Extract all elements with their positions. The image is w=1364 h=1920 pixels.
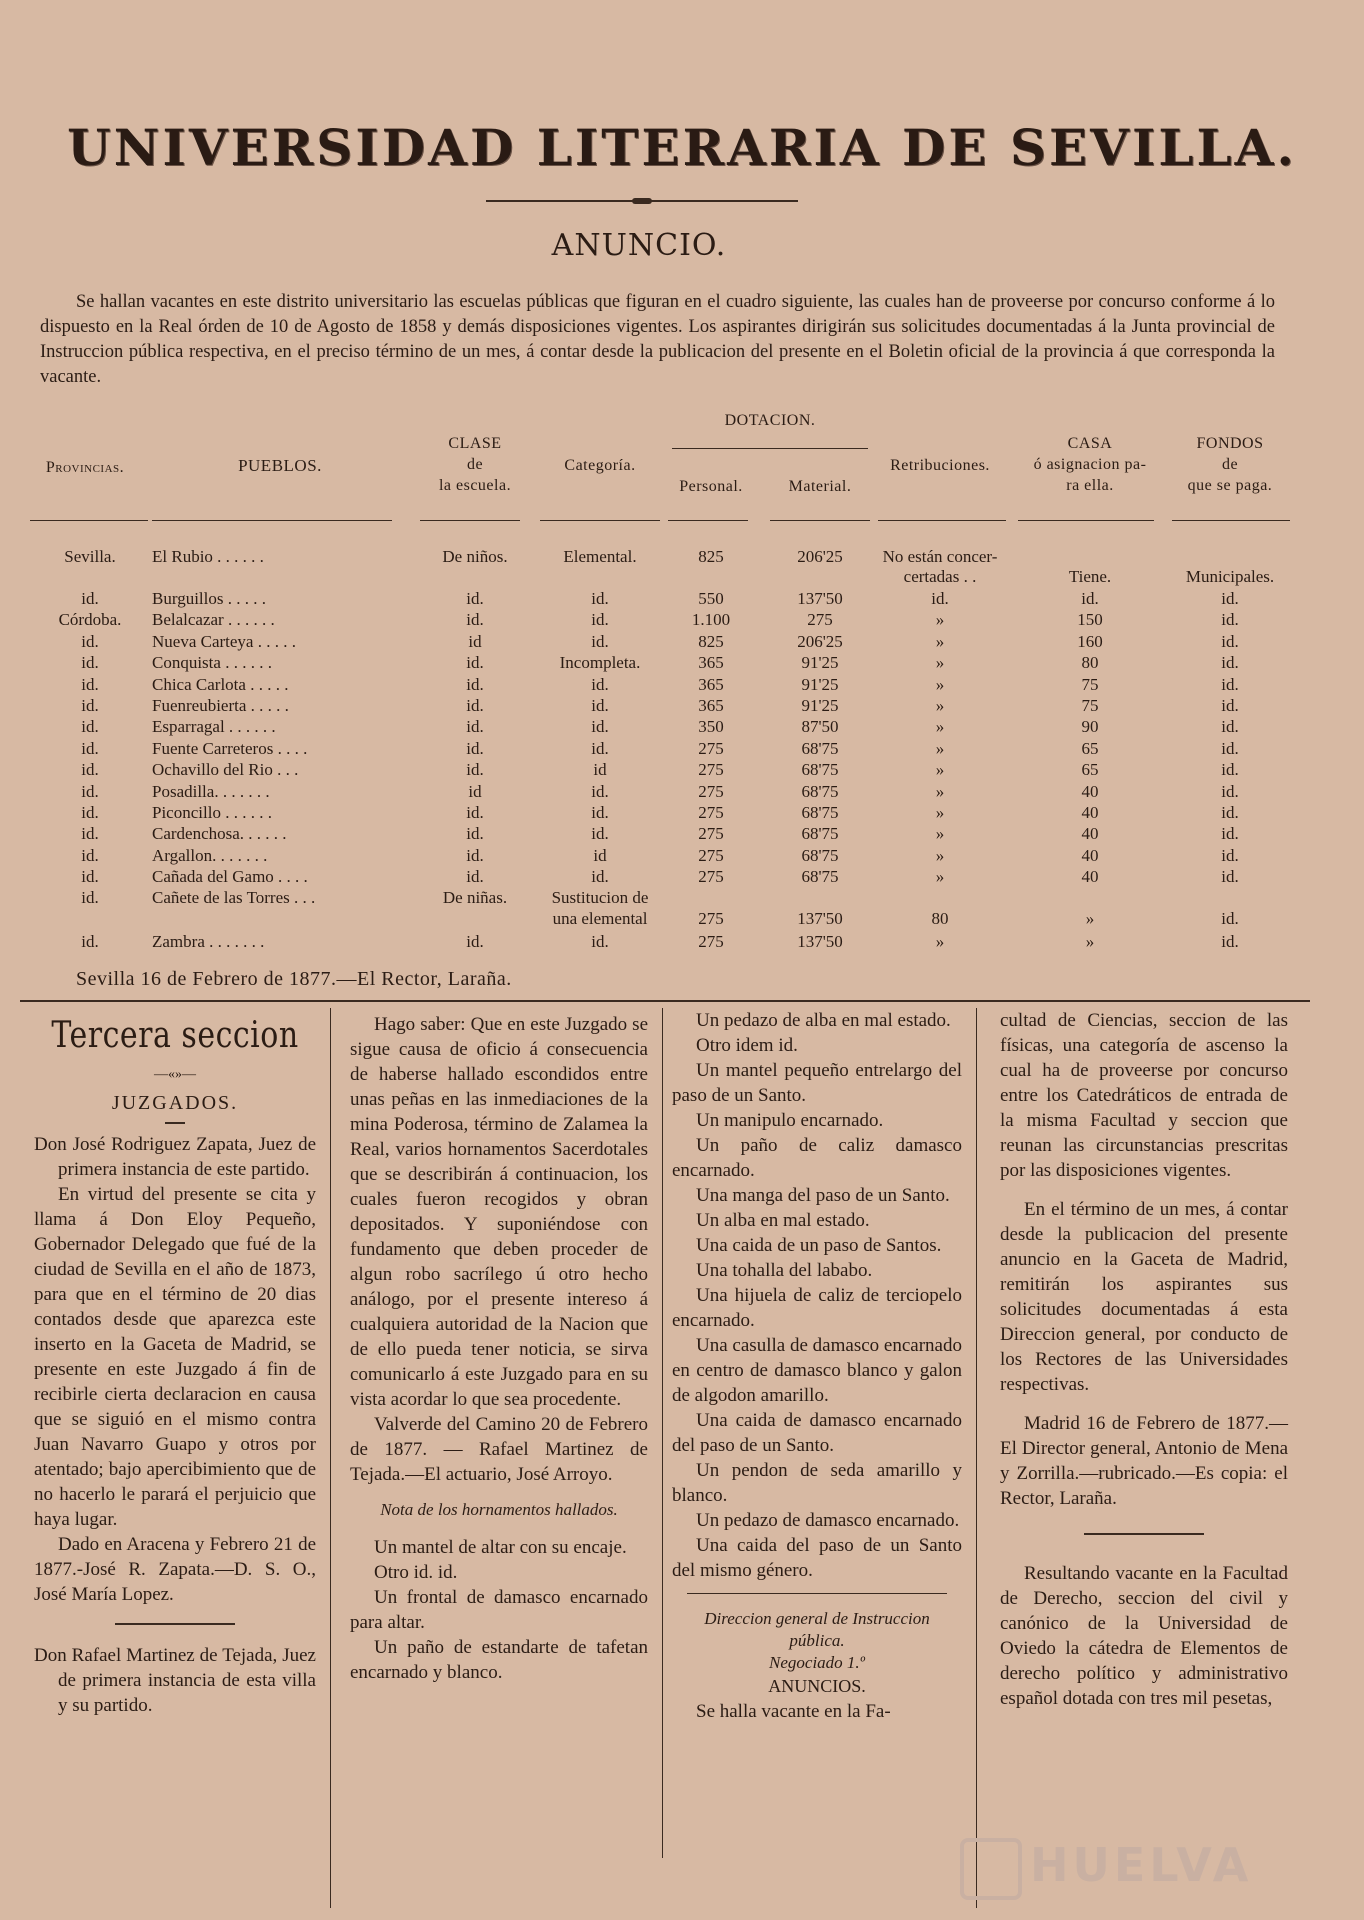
header-underline (1172, 520, 1290, 521)
anuncio-title: ANUNCIO. (551, 228, 727, 263)
cell-casa: 80 (1081, 653, 1099, 673)
cell-fondos: id. (1221, 824, 1239, 844)
header-fondos-line2: de (1221, 456, 1239, 473)
separator (687, 1593, 947, 1594)
cell-provincia: id. (81, 867, 99, 887)
cell-personal: 825 (698, 631, 724, 651)
dotacion-rule (672, 448, 868, 449)
cell-casa: » (1085, 932, 1095, 951)
paragraph: En virtud del presente se cita y llama á Don Eloy Pequeño, Gobernador Delegado que fué de la ciudad de Sevilla en el año de 1873, para que en el término de 20 dias contados desde que aparezca este inserto en la Gaceta de Madrid, se presente en este Juzgado á fin de recibirle cierta declaracion en causa que se siguió en el mismo contra Juan Navarro Guapo y otros por atentado; bajo apercibimiento que de no hacerlo le parará el perjuicio que haya lugar. (34, 1184, 316, 1530)
cell-personal: 275 (698, 909, 724, 928)
cell-clase: id. (466, 653, 484, 673)
cell-clase: id. (466, 932, 484, 951)
header-underline (668, 520, 748, 521)
cell-clase: id. (466, 803, 484, 822)
cell-clase: De niños. (442, 547, 508, 566)
cell-fondos: id. (1221, 631, 1239, 651)
column-rule (662, 1008, 663, 1858)
cell-personal: 1.100 (691, 610, 731, 630)
header-clase (420, 433, 530, 496)
header-casa-line1: CASA (1067, 435, 1113, 452)
cell-material: 91'25 (801, 674, 839, 694)
cell-fondos: Municipales. (1185, 567, 1275, 586)
cell-fondos: id. (1221, 867, 1239, 887)
cell-personal: 275 (698, 932, 724, 951)
column-1 (34, 1012, 316, 1718)
column-3 (672, 1008, 962, 1724)
cell-provincia: id. (81, 717, 99, 737)
cell-personal: 365 (698, 696, 724, 715)
cell-categoria: id. (591, 932, 609, 951)
table-row (0, 547, 1364, 569)
header-fondos (1165, 433, 1295, 496)
cell-personal: 275 (698, 738, 724, 758)
cell-provincia: Sevilla. (64, 547, 116, 566)
header-fondos-line3: que se paga. (1187, 477, 1273, 494)
cell-provincia: id. (81, 674, 99, 694)
header-casa-line3: ra ella. (1066, 477, 1114, 494)
column-4 (1000, 1008, 1288, 1711)
list-item: Una caida del paso de un Santo del mismo género. (672, 1535, 962, 1581)
cell-retribuciones: » (935, 653, 945, 673)
cell-personal: 275 (698, 824, 724, 844)
table-row (0, 739, 1364, 761)
cell-fondos: id. (1221, 717, 1239, 737)
cell-clase: id. (466, 674, 484, 694)
cell-pueblo: Zambra . . . . . . . (152, 932, 265, 951)
paragraph: Hago saber: Que en este Juzgado se sigue causa de oficio á consecuencia de haberse hallado escondidos entre unas peñas en las inmediaciones de la mina Poderosa, término de Zalamea la Real, varios hornamentos Sacerdotales que se describirán á continuacion, los cuales fueron recogidos y obran depositados. Y suponiéndose con fundamento que deben proceder de algun robo sacrílego ú otro hecho análogo, por el presente intereso á cualquiera autoridad de la Nacion que de ello pueda tener noticia, se sirva comunicarlo á este Juzgado para en su vista acordar lo que sea procedente. (350, 1014, 648, 1410)
table-row (0, 782, 1364, 804)
cell-clase: id. (466, 845, 484, 865)
header-dotacion: DOTACION. (724, 412, 816, 429)
cell-casa: Tiene. (1068, 567, 1112, 586)
list-item: Un mantel pequeño entrelargo del paso de un Santo. (672, 1060, 962, 1106)
cell-casa: id. (1081, 589, 1099, 608)
cell-provincia: id. (81, 760, 99, 780)
cell-material: 68'75 (801, 760, 839, 780)
cell-provincia: id. (81, 824, 99, 844)
cell-fondos: id. (1221, 738, 1239, 758)
cell-categoria: Elemental. (563, 547, 637, 566)
cell-material: 275 (807, 610, 833, 630)
list-item: Un pendon de seda amarillo y blanco. (672, 1460, 962, 1506)
cell-retribuciones: No están concer- (882, 547, 998, 566)
cell-pueblo: Belalcazar . . . . . . (152, 610, 275, 630)
cell-pueblo: Esparragal . . . . . . (152, 717, 276, 737)
list-item: Una tohalla del lababo. (696, 1260, 873, 1281)
header-underline (30, 520, 148, 521)
paragraph: cultad de Ciencias, seccion de las físicas, una categoría de ascenso la cual ha de proveerse por concurso entre los Catedráticos de entrada de la misma Facultad y seccion que reunan las circunstancias prescritas por las disposiciones vigentes. (1000, 1010, 1288, 1181)
list-item: Un mantel de altar con su encaje. (374, 1537, 627, 1558)
header-casa (1010, 433, 1170, 496)
cell-personal: 275 (698, 760, 724, 780)
cell-retribuciones: » (935, 803, 945, 822)
cell-clase: id. (466, 867, 484, 887)
cell-categoria: Sustitucion de (551, 888, 649, 907)
header-clase-line2: de (466, 456, 484, 473)
cell-casa: 75 (1081, 674, 1099, 694)
cell-pueblo: Cañada del Gamo . . . . (152, 867, 308, 887)
masthead: UNIVERSIDAD LITERARIA DE SEVILLA. (67, 118, 1297, 177)
cell-fondos: id. (1221, 696, 1239, 715)
list-item: Un manipulo encarnado. (696, 1110, 884, 1131)
header-fondos-line1: FONDOS (1196, 435, 1264, 452)
cell-retribuciones: » (935, 610, 945, 630)
table-row (0, 589, 1364, 611)
cell-categoria: id. (591, 610, 609, 630)
paragraph: Madrid 16 de Febrero de 1877.—El Director general, Antonio de Mena y Zorrilla.—rubricado.—Es copia: el Rector, Laraña. (1000, 1413, 1288, 1509)
cell-material: 91'25 (801, 696, 839, 715)
masthead-rule (486, 198, 798, 204)
cell-fondos: id. (1221, 845, 1239, 865)
cell-casa: 150 (1077, 610, 1103, 630)
table-row (0, 846, 1364, 868)
cell-retribuciones: » (935, 781, 945, 801)
cell-casa: 90 (1081, 717, 1099, 737)
table-row (0, 632, 1364, 654)
cell-personal: 275 (698, 781, 724, 801)
table-row (0, 824, 1364, 846)
list-item: Una hijuela de caliz de terciopelo encarnado. (672, 1285, 962, 1331)
cell-clase: id (468, 631, 482, 651)
cell-retribuciones: id. (931, 589, 949, 608)
list-item: Otro id. id. (374, 1562, 458, 1583)
cell-casa: 40 (1081, 781, 1099, 801)
cell-clase: id. (466, 738, 484, 758)
rule-ornament (632, 198, 652, 204)
cell-provincia: id. (81, 932, 99, 951)
cell-provincia: id. (81, 845, 99, 865)
cell-pueblo: Fuenreubierta . . . . . (152, 696, 289, 715)
column-2 (350, 1012, 648, 1685)
table-row-continuation (0, 567, 1364, 589)
cell-fondos: id. (1221, 610, 1239, 630)
cell-provincia: id. (81, 738, 99, 758)
list-item: Otro idem id. (696, 1035, 798, 1056)
cell-categoria: id. (591, 738, 609, 758)
library-stamp-icon (960, 1838, 1022, 1900)
header-casa-line2: ó asignacion pa- (1033, 456, 1147, 473)
table-row (0, 888, 1364, 910)
cell-personal: 825 (698, 547, 724, 566)
cell-fondos: id. (1221, 909, 1239, 928)
header-underline (540, 520, 660, 521)
cell-categoria: id (593, 760, 607, 780)
cell-clase: id. (466, 610, 484, 630)
cell-clase: id. (466, 696, 484, 715)
cell-personal: 275 (698, 803, 724, 822)
table-row (0, 717, 1364, 739)
cell-provincia: id. (81, 631, 99, 651)
cell-retribuciones: » (935, 738, 945, 758)
list-item: Un frontal de damasco encarnado para altar. (350, 1587, 648, 1633)
header-underline (1018, 520, 1154, 521)
cell-retribuciones: » (935, 867, 945, 887)
list-item: Una casulla de damasco encarnado en centro de damasco blanco y galon de algodon amarillo. (672, 1335, 962, 1406)
list-item: Una manga del paso de un Santo. (696, 1185, 950, 1206)
cell-casa: 40 (1081, 845, 1099, 865)
header-material: Material. (788, 478, 852, 495)
section-divider (20, 1000, 1310, 1002)
paragraph: Dado en Aracena y Febrero 21 de 1877.-José R. Zapata.—D. S. O., José María Lopez. (34, 1534, 316, 1605)
item-list (350, 1535, 648, 1685)
cell-provincia: id. (81, 696, 99, 715)
cell-clase: De niñas. (442, 888, 508, 907)
cell-categoria: una elemental (552, 909, 648, 928)
cell-fondos: id. (1221, 803, 1239, 822)
cell-casa: 160 (1077, 631, 1103, 651)
cell-categoria: id. (591, 717, 609, 737)
cell-personal: 275 (698, 845, 724, 865)
cell-categoria: id (593, 845, 607, 865)
table-row (0, 760, 1364, 782)
table-row (0, 610, 1364, 632)
cell-casa: 40 (1081, 867, 1099, 887)
cell-material: 91'25 (801, 653, 839, 673)
header-categoria: Categoría. (564, 457, 636, 474)
header-clase-line3: la escuela. (438, 477, 512, 494)
header-retribuciones: Retribuciones. (890, 457, 990, 474)
cell-fondos: id. (1221, 674, 1239, 694)
list-item: Un alba en mal estado. (696, 1210, 870, 1231)
cell-pueblo: Fuente Carreteros . . . . (152, 738, 308, 758)
item-list (672, 1008, 962, 1583)
cell-casa: 75 (1081, 696, 1099, 715)
cell-provincia: id. (81, 653, 99, 673)
cell-provincia: id. (81, 803, 99, 822)
cell-fondos: id. (1221, 589, 1239, 608)
direccion-heading-line2: pública. (789, 1631, 845, 1650)
cell-material: 68'75 (801, 738, 839, 758)
cell-retribuciones: » (935, 631, 945, 651)
cell-categoria: Incompleta. (559, 653, 641, 673)
cell-categoria: id. (591, 696, 609, 715)
cell-personal: 350 (698, 717, 724, 737)
judge-heading: Don Rafael Martinez de Tejada, Juez de primera instancia de esta villa y su partido. (34, 1645, 316, 1716)
cell-retribuciones: » (935, 932, 945, 951)
cell-pueblo: Cardenchosa. . . . . . (152, 824, 287, 844)
cell-material: 206'25 (797, 631, 843, 651)
cell-retribuciones: » (935, 696, 945, 715)
section-heading: JUZGADOS. (111, 1092, 239, 1114)
watermark: HUELVA (1030, 1838, 1253, 1892)
cell-material: 68'75 (801, 803, 839, 822)
intro-paragraph: Se hallan vacantes en este distrito universitario las escuelas públicas que figuran en el cuadro siguiente, las cuales han de proveerse por concurso conforme á lo dispuesto en la Real órden de 10 de Agosto de 1858 y demás disposiciones vigentes. Los aspirantes dirigirán sus solicitudes documentadas á la Junta provincial de Instruccion pública respectiva, en el preciso término de un mes, á contar desde la publicacion del presente en el Boletin oficial de la provincia á que corresponda la vacante. (40, 292, 1275, 387)
judge-heading: Don José Rodriguez Zapata, Juez de primera instancia de este partido. (34, 1134, 316, 1180)
list-item: Un paño de estandarte de tafetan encarnado y blanco. (350, 1637, 648, 1683)
cell-personal: 275 (698, 867, 724, 887)
header-underline (152, 520, 392, 521)
cell-material: 137'50 (797, 932, 843, 951)
paragraph: Valverde del Camino 20 de Febrero de 1877. — Rafael Martinez de Tejada.—El actuario, José Arroyo. (350, 1414, 648, 1485)
cell-material: 68'75 (801, 781, 839, 801)
paragraph: Resultando vacante en la Facultad de Derecho, seccion del civil y canónico de la Universidad de Oviedo la cátedra de Elementos de derecho político y administrativo español dotada con tres mil pesetas, (1000, 1563, 1288, 1709)
cell-clase: id. (466, 589, 484, 608)
cell-clase: id (468, 781, 482, 801)
nota-heading: Nota de los hornamentos hallados. (380, 1500, 618, 1519)
table-row (0, 803, 1364, 825)
list-item: Una caida de damasco encarnado del paso de un Santo. (672, 1410, 962, 1456)
cell-categoria: id. (591, 781, 609, 801)
table-row (0, 696, 1364, 718)
cell-casa: » (1085, 909, 1095, 928)
cell-pueblo: El Rubio . . . . . . (152, 547, 264, 566)
header-underline (420, 520, 520, 521)
anuncios-heading: ANUNCIOS. (768, 1676, 866, 1696)
paragraph: En el término de un mes, á contar desde la publicacion del presente anuncio en la Gaceta de Madrid, remitirán los aspirantes sus solicitudes documentadas á esta Direccion general, por conducto de los Rectores de las Universidades respectivas. (1000, 1199, 1288, 1395)
cell-material: 68'75 (801, 824, 839, 844)
table-row (0, 932, 1364, 954)
cell-pueblo: Cañete de las Torres . . . (152, 888, 316, 907)
cell-fondos: id. (1221, 781, 1239, 801)
cell-fondos: id. (1221, 932, 1239, 951)
cell-material: 137'50 (797, 909, 843, 928)
list-item: Un pedazo de alba en mal estado. (696, 1010, 951, 1031)
direccion-heading: Direccion general de Instruccion (704, 1609, 930, 1628)
cell-pueblo: Ochavillo del Rio . . . (152, 760, 299, 780)
cell-retribuciones: » (935, 674, 945, 694)
table-row (0, 867, 1364, 889)
header-personal: Personal. (679, 478, 743, 495)
cell-categoria: id. (591, 674, 609, 694)
cell-pueblo: Nueva Carteya . . . . . (152, 631, 296, 651)
list-item: Un pedazo de damasco encarnado. (696, 1510, 960, 1531)
cell-casa: 40 (1081, 803, 1099, 822)
cell-retribuciones: » (935, 760, 945, 780)
list-item: Un paño de caliz damasco encarnado. (672, 1135, 962, 1181)
cell-material: 137'50 (797, 589, 843, 608)
cell-categoria: id. (591, 867, 609, 887)
cell-provincia: id. (81, 781, 99, 801)
cell-retribuciones: » (935, 717, 945, 737)
cell-clase: id. (466, 760, 484, 780)
cell-pueblo: Conquista . . . . . . (152, 653, 272, 673)
cell-pueblo: Argallon. . . . . . . (152, 845, 268, 865)
cell-retribuciones: certadas . . (903, 567, 977, 586)
cell-retribuciones: 80 (931, 909, 949, 928)
header-provincias: Provincias. (45, 459, 125, 476)
dateline: Sevilla 16 de Febrero de 1877.—El Rector, Laraña. (76, 968, 512, 990)
header-underline (770, 520, 870, 521)
table-row (0, 653, 1364, 675)
cell-provincia: id. (81, 888, 99, 907)
table-row-continuation (0, 909, 1364, 931)
cell-retribuciones: » (935, 845, 945, 865)
paragraph: Se halla vacante en la Fa- (696, 1701, 891, 1722)
negociado: Negociado 1.º (769, 1653, 865, 1672)
ornament: —«»— (154, 1067, 196, 1082)
cell-personal: 550 (698, 589, 724, 608)
cell-clase: id. (466, 824, 484, 844)
header-clase-line1: CLASE (448, 435, 502, 452)
cell-casa: 65 (1081, 738, 1099, 758)
cell-material: 87'50 (801, 717, 839, 737)
cell-categoria: id. (591, 589, 609, 608)
cell-casa: 65 (1081, 760, 1099, 780)
cell-categoria: id. (591, 631, 609, 651)
cell-material: 206'25 (797, 547, 843, 566)
cell-retribuciones: » (935, 824, 945, 844)
cell-provincia: Córdoba. (58, 610, 122, 630)
cell-categoria: id. (591, 803, 609, 822)
cell-pueblo: Burguillos . . . . . (152, 589, 266, 608)
cell-material: 68'75 (801, 845, 839, 865)
separator (115, 1623, 235, 1625)
cell-fondos: id. (1221, 760, 1239, 780)
section-title: Tercera seccion (51, 1014, 299, 1057)
cell-casa: 40 (1081, 824, 1099, 844)
list-item: Una caida de un paso de Santos. (696, 1235, 942, 1256)
short-dash (165, 1122, 185, 1124)
cell-personal: 365 (698, 653, 724, 673)
cell-fondos: id. (1221, 653, 1239, 673)
cell-pueblo: Piconcillo . . . . . . (152, 803, 272, 822)
cell-pueblo: Posadilla. . . . . . . (152, 781, 270, 801)
header-underline (878, 520, 1006, 521)
column-rule (330, 1008, 331, 1908)
separator (1084, 1533, 1204, 1535)
table-row (0, 675, 1364, 697)
header-pueblos: PUEBLOS. (238, 456, 322, 475)
cell-pueblo: Chica Carlota . . . . . (152, 674, 289, 694)
cell-clase: id. (466, 717, 484, 737)
column-rule (976, 1008, 977, 1908)
cell-provincia: id. (81, 589, 99, 608)
cell-personal: 365 (698, 674, 724, 694)
cell-categoria: id. (591, 824, 609, 844)
cell-material: 68'75 (801, 867, 839, 887)
